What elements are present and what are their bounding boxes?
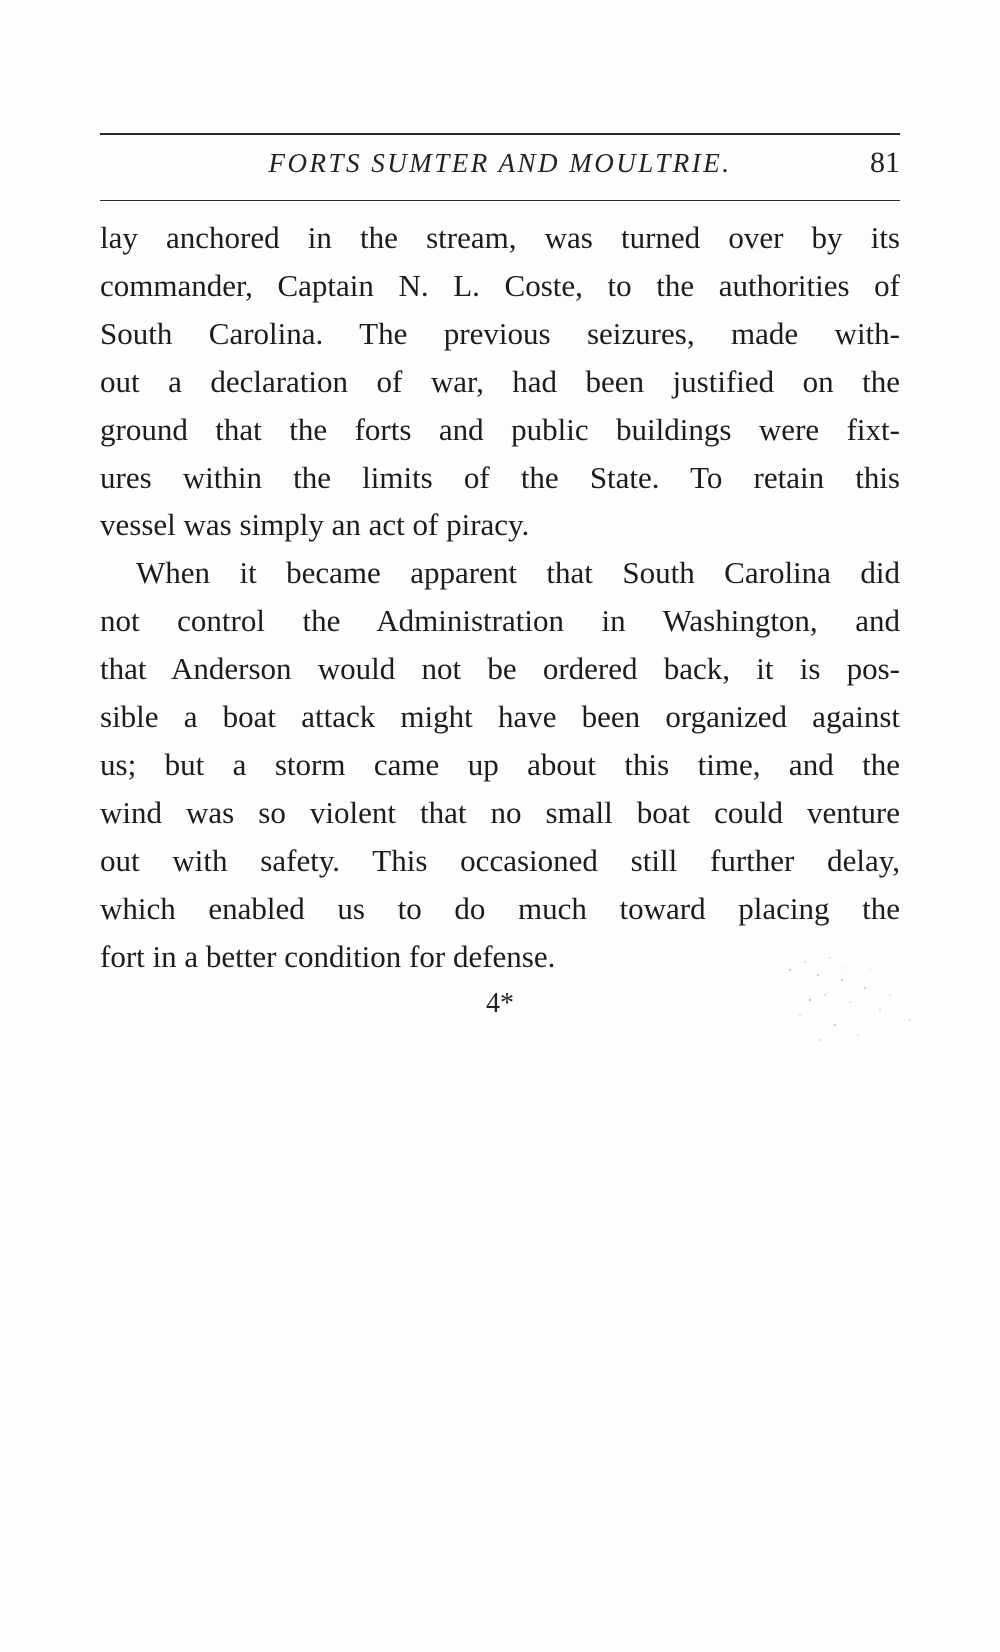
text-line: which enabled us to do much toward placing the xyxy=(100,890,900,926)
text-line: lay anchored in the stream, was turned over by its xyxy=(100,220,900,255)
text-line: vessel was simply an act of piracy. xyxy=(100,507,530,543)
paragraph-2 xyxy=(100,549,900,980)
paper-speckles xyxy=(770,940,950,1070)
text-line: that Anderson would not be ordered back, it is pos- xyxy=(100,651,900,687)
text-line: out with safety. This occasioned still further delay, xyxy=(100,842,900,878)
text-line: commander, Captain N. L. Coste, to the authorities of xyxy=(100,267,900,303)
header-rule-bottom xyxy=(100,200,900,201)
paragraph-1 xyxy=(100,214,900,549)
text-line: us; but a storm came up about this time, and the xyxy=(100,746,900,782)
text-line: ground that the forts and public buildings were fixt- xyxy=(100,411,900,447)
text-line: ures within the limits of the State. To retain this xyxy=(100,459,900,495)
running-title: FORTS SUMTER AND MOULTRIE. xyxy=(268,148,732,178)
header-rule-top xyxy=(100,133,900,135)
running-head xyxy=(100,148,900,188)
text-line: not control the Administration in Washington, and xyxy=(100,603,900,639)
text-line: sible a boat attack might have been organized against xyxy=(100,699,900,735)
text-line: South Carolina. The previous seizures, made with- xyxy=(100,315,900,351)
body-text xyxy=(100,214,900,981)
text-line: out a declaration of war, had been justified on the xyxy=(100,363,900,399)
page-number: 81 xyxy=(870,146,900,179)
text-line: When it became apparent that South Carolina did xyxy=(136,555,900,591)
text-line: fort in a better condition for defense. xyxy=(100,938,556,974)
text-line: wind was so violent that no small boat could venture xyxy=(100,794,900,830)
signature-mark: 4* xyxy=(486,988,514,1019)
